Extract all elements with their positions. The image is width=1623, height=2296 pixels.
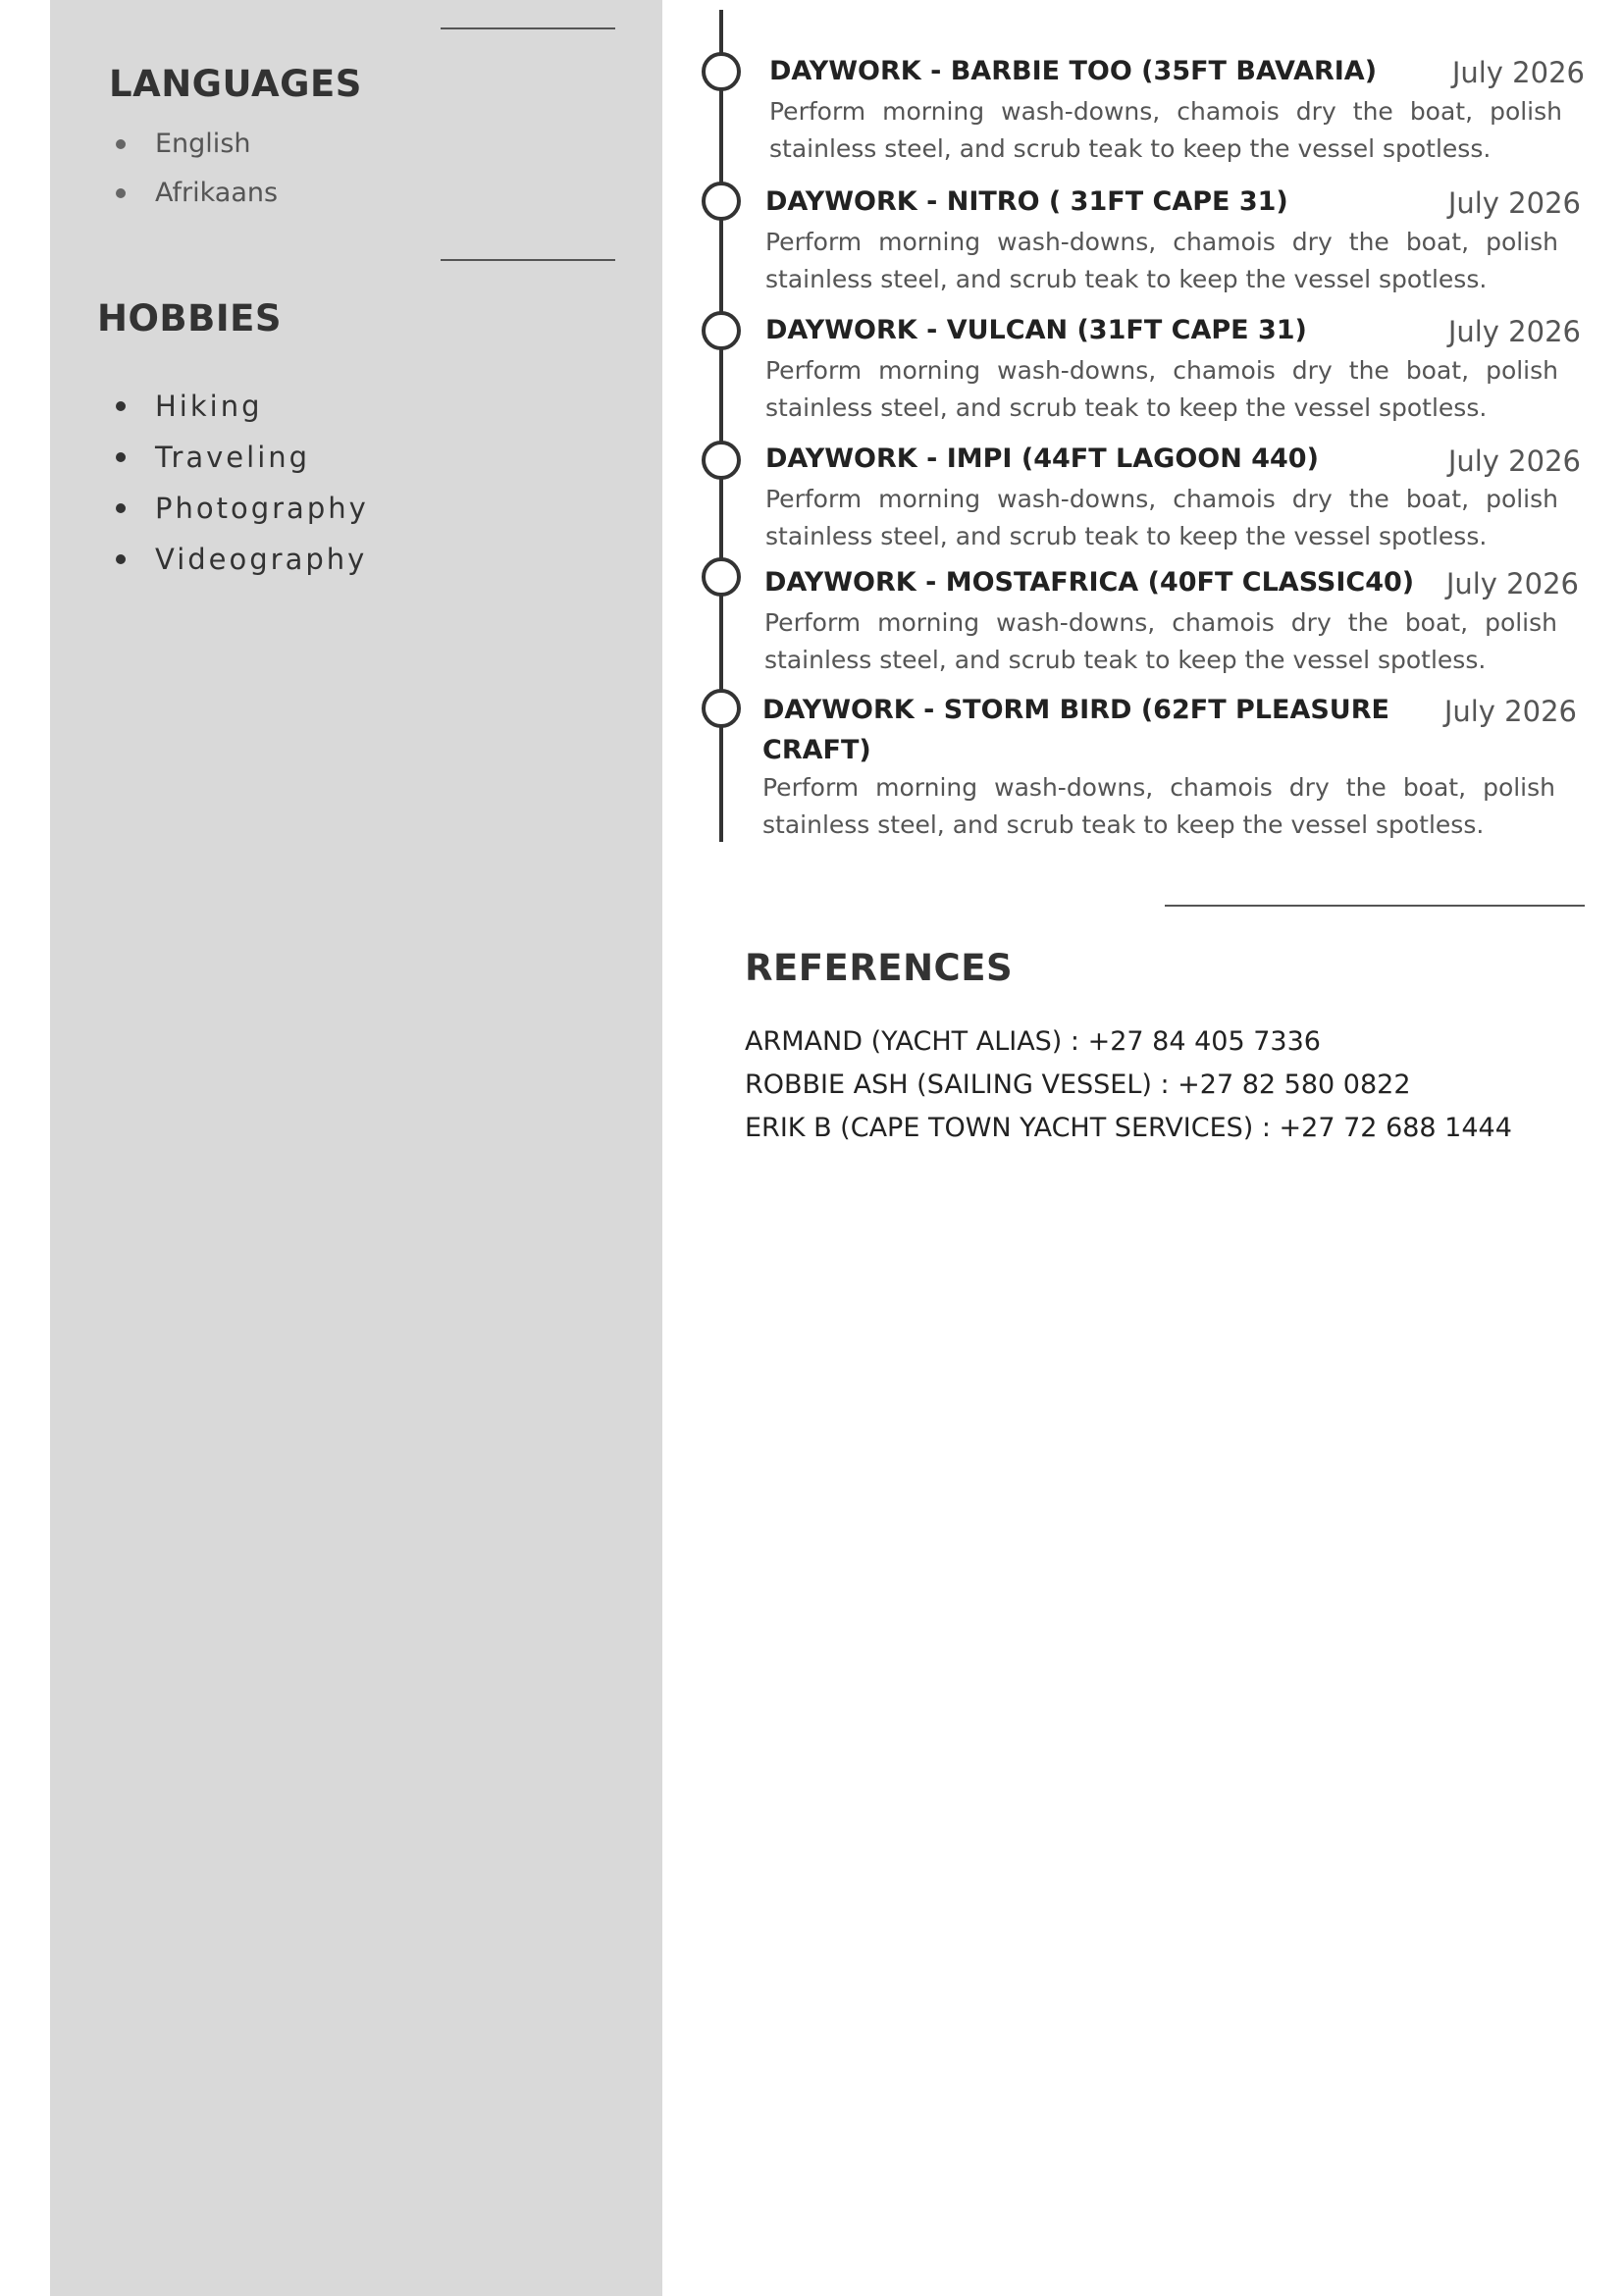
job-description: Perform morning wash-downs, chamois dry the boat, polish stainless steel, and scrub teak to keep the vessel spotless. [765, 485, 1558, 550]
timeline-dot [702, 441, 741, 480]
hobby-item: Photography [116, 483, 369, 534]
language-item: English [116, 120, 278, 169]
languages-heading: LANGUAGES [109, 63, 362, 105]
sidebar [50, 0, 662, 2296]
job-date: July 2026 [1451, 56, 1585, 89]
reference-item: ROBBIE ASH (SAILING VESSEL) : +27 82 580 0822 [745, 1070, 1411, 1100]
references-divider [1165, 905, 1585, 907]
job-title: DAYWORK - IMPI (44FT LAGOON 440) [765, 444, 1319, 474]
job-title: DAYWORK - VULCAN (31FT CAPE 31) [765, 315, 1307, 345]
job-description: Perform morning wash-downs, chamois dry the boat, polish stainless steel, and scrub teak to keep the vessel spotless. [764, 608, 1557, 674]
timeline-dot [702, 557, 741, 597]
job-description: Perform morning wash-downs, chamois dry the boat, polish stainless steel, and scrub teak to keep the vessel spotless. [765, 356, 1558, 422]
job-title: DAYWORK - BARBIE TOO (35FT BAVARIA) [769, 56, 1378, 86]
job-date: July 2026 [1447, 315, 1581, 348]
job-date: July 2026 [1443, 695, 1577, 728]
job-title: DAYWORK - MOSTAFRICA (40FT CLASSIC40) [764, 567, 1415, 598]
hobbies-divider [441, 259, 615, 261]
hobby-item: Traveling [116, 432, 369, 483]
hobbies-heading: HOBBIES [97, 297, 283, 339]
references-list [745, 1020, 1512, 1150]
job-title: DAYWORK - NITRO ( 31FT CAPE 31) [765, 186, 1288, 217]
job-description: Perform morning wash-downs, chamois dry the boat, polish stainless steel, and scrub teak to keep the vessel spotless. [769, 97, 1562, 163]
timeline-dot [702, 689, 741, 728]
languages-divider [441, 27, 615, 29]
job-description: Perform morning wash-downs, chamois dry the boat, polish stainless steel, and scrub teak to keep the vessel spotless. [765, 228, 1558, 293]
reference-item: ERIK B (CAPE TOWN YACHT SERVICES) : +27 72 688 1444 [745, 1113, 1512, 1143]
timeline-dot [702, 311, 741, 350]
job-date: July 2026 [1445, 567, 1579, 600]
reference-item: ARMAND (YACHT ALIAS) : +27 84 405 7336 [745, 1026, 1321, 1057]
job-date: July 2026 [1447, 444, 1581, 478]
timeline-dot [702, 52, 741, 91]
hobbies-list [116, 381, 369, 585]
job-description: Perform morning wash-downs, chamois dry the boat, polish stainless steel, and scrub teak to keep the vessel spotless. [762, 773, 1555, 839]
timeline-dot [702, 182, 741, 221]
references-heading: REFERENCES [745, 947, 1014, 989]
job-title: DAYWORK - STORM BIRD (62FT PLEASURE CRAFT) [762, 695, 1389, 765]
languages-list [116, 120, 278, 218]
language-item: Afrikaans [116, 169, 278, 218]
job-date: July 2026 [1447, 186, 1581, 220]
hobby-item: Hiking [116, 381, 369, 432]
hobby-item: Videography [116, 534, 369, 585]
